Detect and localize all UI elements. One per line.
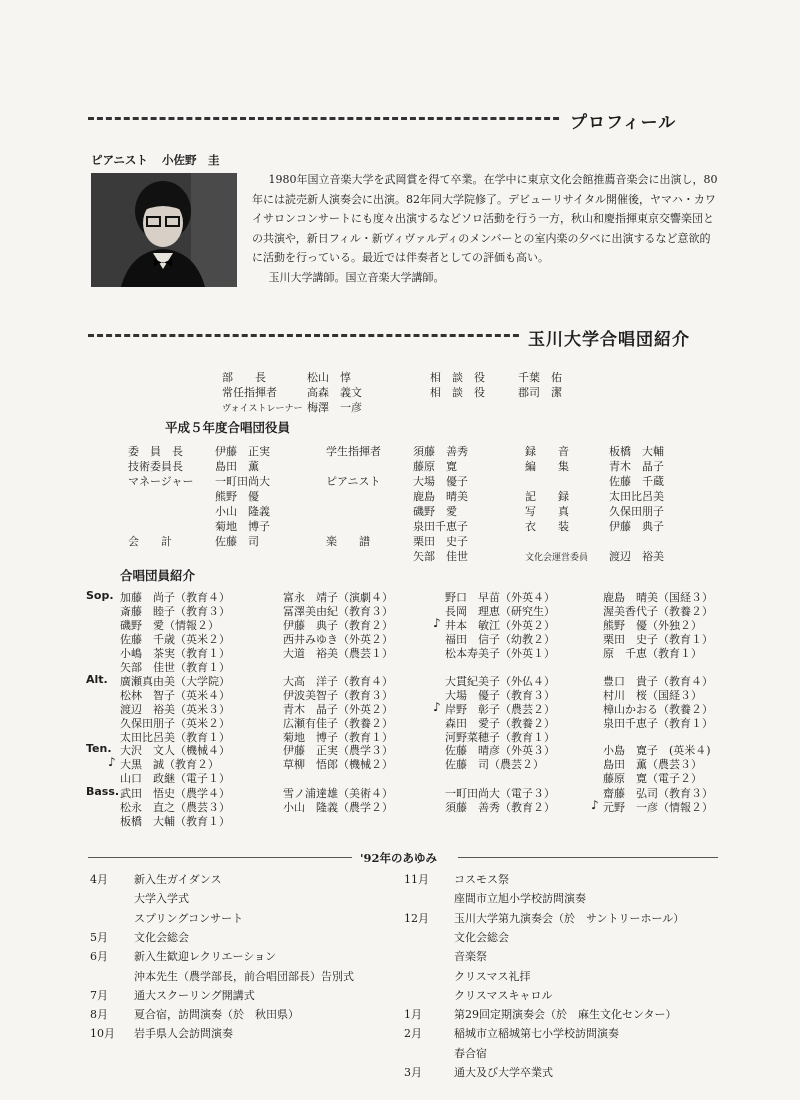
profile-header xyxy=(88,108,718,133)
member-entry: 小島 寛子 (英米４) xyxy=(603,744,711,757)
history-event: 新入生歓迎レクリエーション xyxy=(134,950,277,964)
officer-role: 技術委員長 xyxy=(128,460,183,473)
member-entry: 富永 靖子（演劇４） xyxy=(283,591,393,604)
history-month: 2月 xyxy=(404,1027,422,1041)
history-month: 1月 xyxy=(404,1008,422,1022)
member-entry: 渡辺 裕美（英米３） xyxy=(120,702,230,716)
leader-name: 千葉 佑 xyxy=(518,371,562,384)
member-entry: 佐藤 千歳（英米２） xyxy=(120,632,230,646)
member-entry: 菊地 博子（教育１） xyxy=(283,730,393,744)
member-entry: 原 千恵（教育１） xyxy=(603,646,702,660)
member-entry: 渥美香代子（教養２） xyxy=(603,604,713,618)
leader-role: ヴォイストレーナー xyxy=(222,404,303,414)
member-entry: 斎藤 睦子（教育３） xyxy=(120,604,230,618)
voice-label-sop: Sop. xyxy=(86,589,114,602)
member-entry: 村川 桜（国経３） xyxy=(603,688,702,702)
member-entry: 佐藤 司（農芸２） xyxy=(445,757,544,771)
history-event: 音楽祭 xyxy=(454,950,487,964)
officer-role: ピアニスト xyxy=(326,475,381,488)
history-month: 3月 xyxy=(404,1066,422,1079)
member-entry: 松林 智子（英米４） xyxy=(120,688,230,702)
history-month: 6月 xyxy=(90,950,108,964)
leader-role: 常任指揮者 xyxy=(222,386,277,399)
member-entry: 太田比呂美（教育１） xyxy=(120,730,230,744)
leader-name: 高森 義文 xyxy=(307,386,362,399)
officer-name: 須藤 善秀 xyxy=(413,445,468,458)
member-entry: 長岡 理恵（研究生） xyxy=(445,604,555,618)
member-entry: 松永 直之（農芸３） xyxy=(120,800,230,814)
history-month: 8月 xyxy=(90,1008,108,1022)
history-event: 春合宿 xyxy=(454,1046,487,1060)
officer-name: 藤原 寛 xyxy=(413,460,457,473)
history-event: 第29回定期演奏会（於 麻生文化センター） xyxy=(454,1008,677,1022)
pianist-photo xyxy=(91,173,237,287)
officer-name: 伊藤 典子 xyxy=(609,520,664,533)
member-entry: 福田 信子（幼教２） xyxy=(445,632,555,646)
voice-label-bass: Bass. xyxy=(86,785,120,798)
officer-name: 矢部 佳世 xyxy=(413,550,468,563)
member-entry: 藤原 寛（電子２） xyxy=(603,771,702,785)
member-entry: 雪ノ浦達雄（美術４） xyxy=(283,787,393,800)
member-entry: 矢部 佳世（教育１） xyxy=(120,660,230,674)
voice-label-alt: Alt. xyxy=(86,673,108,686)
history-rule-left xyxy=(88,857,352,858)
choir-header xyxy=(88,325,718,350)
note-mark: ♪ xyxy=(433,615,441,630)
officer-name: 佐藤 千蔵 xyxy=(609,475,664,488)
history-header xyxy=(88,850,718,864)
member-entry: 広瀬有佳子（教養２） xyxy=(283,716,393,730)
leader-role: 相 談 役 xyxy=(430,386,485,399)
member-entry: 河野菜穂子（教育１） xyxy=(445,730,555,744)
history-month: 12月 xyxy=(404,911,429,925)
member-entry: 元野 一彦（情報２） xyxy=(603,800,713,814)
member-entry: 伊藤 正実（農学３） xyxy=(283,744,393,757)
voice-label-ten: Ten. xyxy=(86,742,112,755)
leader-role: 相 談 役 xyxy=(430,371,485,384)
note-mark: ♪ xyxy=(591,797,599,812)
profile-title: プロフィール xyxy=(562,108,676,133)
officer-role: 写 真 xyxy=(525,505,569,518)
officer-role: 録 音 xyxy=(525,445,569,458)
member-entry: 大場 優子（教育３） xyxy=(445,688,555,702)
note-mark: ♪ xyxy=(108,754,116,769)
history-month: 7月 xyxy=(90,988,108,1002)
history-event: 岩手県人会訪問演奏 xyxy=(134,1027,233,1041)
pianist-role: ピアニスト xyxy=(91,153,148,167)
officer-role: 委 員 長 xyxy=(128,445,183,458)
leader-name: 松山 惇 xyxy=(307,371,351,384)
member-entry: 磯野 愛（情報２） xyxy=(120,618,219,632)
officer-name: 泉田千恵子 xyxy=(413,520,468,533)
history-month: 5月 xyxy=(90,930,108,944)
officer-name: 佐藤 司 xyxy=(215,535,259,548)
choir-title: 玉川大学合唱団紹介 xyxy=(520,325,690,350)
member-entry: 大貫紀美子（外仏４） xyxy=(445,675,555,688)
member-entry: 冨澤美由紀（教育３） xyxy=(283,604,393,618)
history-month: 11月 xyxy=(404,873,429,886)
member-entry: 板橋 大輔（教育１） xyxy=(120,814,230,828)
history-event: コスモス祭 xyxy=(454,873,509,886)
pianist-portrait-image xyxy=(91,173,237,287)
member-entry: 伊藤 典子（教育２） xyxy=(283,618,393,632)
member-entry: 加藤 尚子（教育４） xyxy=(120,591,230,604)
profile-header-rule xyxy=(88,117,568,120)
pianist-heading xyxy=(91,152,219,168)
history-month: 4月 xyxy=(90,873,108,886)
bio-paragraph: 1980年国立音楽大学を武岡賞を得て卒業。在学中に東京文化会館推薦音楽会に出演し，80年には読売新人演奏会に出演。82年同大学院修了。デビューリサイタル開催後，ヤマハ・カワイサロンコンサートにも度々出演するなどソロ活動を行う一方，秋山和慶指揮東京交響楽団との共演や，新日フィル・新ヴィヴァルディのメンバーとの室内楽の夕べに出演するなど意欲的に活動を行っている。最近では伴奏者としての評価も高い。 xyxy=(252,173,718,264)
member-entry: 伊波美智子（教育３） xyxy=(283,688,393,702)
member-entry: 一町田尚大（電子３） xyxy=(445,787,555,800)
member-entry: 草柳 悟郎（機械２） xyxy=(283,757,393,771)
member-entry: 久保田朋子（英米２） xyxy=(120,716,230,730)
officers-title: 平成５年度合唱団役員 xyxy=(165,420,291,435)
member-entry: 豊口 貴子（教育４） xyxy=(603,675,713,688)
member-entry: 泉田千恵子（教育１） xyxy=(603,716,713,730)
history-event: 夏合宿，訪問演奏（於 秋田県） xyxy=(134,1008,299,1022)
member-entry: 野口 早苗（外英４） xyxy=(445,591,555,604)
member-entry: 松本寿美子（外英１） xyxy=(445,646,555,660)
officer-role: 楽 譜 xyxy=(326,535,370,548)
leader-role: 部 長 xyxy=(222,371,266,384)
officer-role: 会 計 xyxy=(128,535,172,548)
officer-name: 大場 優子 xyxy=(413,475,468,488)
leader-name: 郡司 潔 xyxy=(518,386,562,399)
history-event: 沖本先生（農学部長，前合唱団部長）告別式 xyxy=(134,969,354,983)
choir-header-rule xyxy=(88,334,528,337)
officer-role: 学生指揮者 xyxy=(326,445,381,458)
member-entry: 青木 晶子（外英２） xyxy=(283,702,393,716)
officer-name: 栗田 史子 xyxy=(413,535,468,548)
member-entry: 岸野 彰子（農芸２） xyxy=(445,702,555,716)
member-entry: 大道 裕美（農芸１） xyxy=(283,646,393,660)
officer-name: 久保田朋子 xyxy=(609,505,664,518)
member-entry: 須藤 善秀（教育２） xyxy=(445,800,555,814)
officer-name: 板橋 大輔 xyxy=(609,445,664,458)
history-event: スプリングコンサート xyxy=(134,911,244,925)
pianist-name: 小佐野 圭 xyxy=(161,153,220,167)
history-event: 座間市立旭小学校訪問演奏 xyxy=(454,892,586,906)
member-entry: 熊野 優（外独２） xyxy=(603,618,702,632)
member-entry: 山口 政継（電子１） xyxy=(120,771,230,785)
officer-role: マネージャー xyxy=(128,475,194,488)
member-entry: 樟山かおる（教養２） xyxy=(603,702,713,716)
history-event: 通大及び大学卒業式 xyxy=(454,1066,553,1079)
member-entry: 井本 敏江（外英２） xyxy=(445,618,555,632)
officer-name: 磯野 愛 xyxy=(413,505,457,518)
leader-name: 梅澤 一彦 xyxy=(307,401,362,414)
history-event: 稲城市立稲城第七小学校訪問演奏 xyxy=(454,1027,619,1041)
officer-name: 一町田尚大 xyxy=(215,475,270,488)
note-mark: ♪ xyxy=(433,699,441,714)
members-title: 合唱団員紹介 xyxy=(120,568,196,583)
member-entry: 島田 薫（農芸３） xyxy=(603,757,702,771)
officer-name: 菊地 博子 xyxy=(215,520,270,533)
history-event: 新入生ガイダンス xyxy=(134,873,222,886)
history-title: '92年のあゆみ xyxy=(356,850,441,866)
member-entry: 栗田 史子（教育１） xyxy=(603,632,713,646)
history-month: 10月 xyxy=(90,1027,115,1041)
officer-name: 島田 薫 xyxy=(215,460,259,473)
officer-role: 編 集 xyxy=(525,460,569,473)
history-event: クリスマス礼拝 xyxy=(454,969,531,983)
member-entry: 大黒 誠（教育２） xyxy=(120,757,219,771)
member-entry: 廣瀬真由美（大学院） xyxy=(120,675,230,688)
officer-role: 記 録 xyxy=(525,490,569,503)
history-event: 大学入学式 xyxy=(134,892,189,906)
member-entry: 小嶋 茶実（教育１） xyxy=(120,646,230,660)
officer-name: 伊藤 正実 xyxy=(215,445,270,458)
officer-name: 青木 晶子 xyxy=(609,460,664,473)
officer-name: 熊野 優 xyxy=(215,490,259,503)
member-entry: 森田 愛子（教養２） xyxy=(445,716,555,730)
member-entry: 大沢 文人（機械４） xyxy=(120,744,230,757)
officer-name: 太田比呂美 xyxy=(609,490,664,503)
history-rule-right xyxy=(458,857,718,858)
officer-name: 小山 隆義 xyxy=(215,505,270,518)
history-event: 通大スクーリング開講式 xyxy=(134,988,255,1002)
officer-role: 文化会運営委員 xyxy=(525,553,589,563)
officer-name: 渡辺 裕美 xyxy=(609,550,664,563)
member-entry: 齋藤 弘司（教育３） xyxy=(603,787,713,800)
member-entry: 西井みゆき（外英２） xyxy=(283,632,393,646)
member-entry: 武田 悟史（農学４） xyxy=(120,787,230,800)
history-event: 玉川大学第九演奏会（於 サントリーホール） xyxy=(454,911,685,925)
pianist-bio xyxy=(252,170,718,287)
bio-paragraph: 玉川大学講師。国立音楽大学講師。 xyxy=(268,270,445,284)
officer-role: 衣 装 xyxy=(525,520,569,533)
member-entry: 鹿島 晴美（国経３） xyxy=(603,591,713,604)
member-entry: 大高 洋子（教育４） xyxy=(283,675,393,688)
history-event: 文化会総会 xyxy=(134,930,189,944)
officer-name: 鹿島 晴美 xyxy=(413,490,468,503)
member-entry: 佐藤 晴彦（外英３） xyxy=(445,744,555,757)
member-entry: 小山 隆義（農学２） xyxy=(283,800,393,814)
history-event: クリスマスキャロル xyxy=(454,988,553,1002)
history-event: 文化会総会 xyxy=(454,930,509,944)
